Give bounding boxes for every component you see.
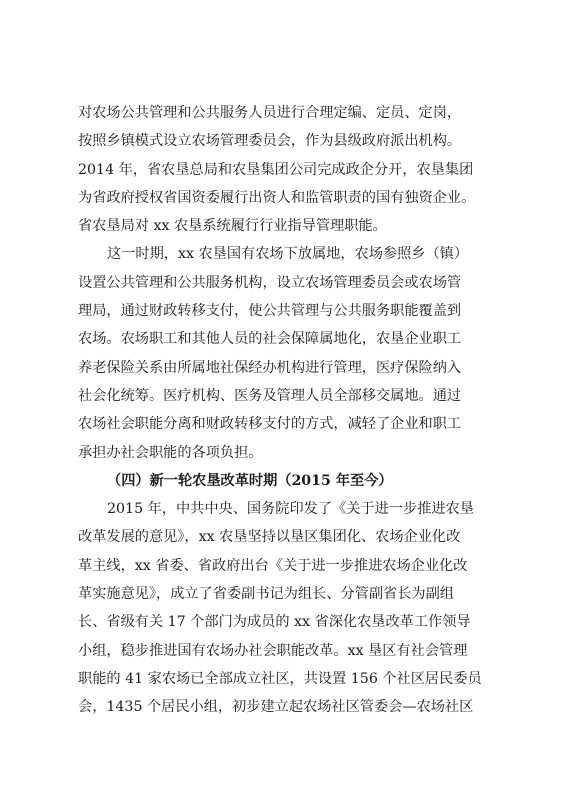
text-line: 小组，稳步推进国有农场办社会职能改革。xx 垦区有社会管理 xyxy=(78,642,468,659)
text-line: 社会化统筹。医疗机构、医务及管理人员全部移交属地。通过 xyxy=(78,387,462,404)
text-line: 革实施意见》，成立了省委副书记为组长、分管副省长为副组 xyxy=(78,586,454,603)
text-line: 农场社会职能分离和财政转移支付的方式，减轻了企业和职工 xyxy=(78,416,462,433)
text-line: 革主线，xx 省委、省政府出台《关于进一步推进农场企业化改 xyxy=(78,557,468,574)
text-line: 改革发展的意见》，xx 农垦坚持以垦区集团化、农场企业化改 xyxy=(78,529,461,546)
text-line: 2015 年，中共中央、国务院印发了《关于进一步推进农垦 xyxy=(107,501,474,518)
text-line: 2014 年，省农垦总局和农垦集团公司完成政企分开，农垦集团 xyxy=(78,161,474,178)
text-line: 理局，通过财政转移支付，使公共管理与公共服务职能覆盖到 xyxy=(78,303,462,320)
text-line: 按照乡镇模式设立农场管理委员会，作为县级政府派出机构。 xyxy=(78,133,462,150)
text-line: 农场。农场职工和其他人员的社会保障属地化，农垦企业职工 xyxy=(78,331,462,348)
text-line: 为省政府授权省国资委履行出资人和监管职责的国有独资企业。 xyxy=(78,189,476,206)
text-line: 承担办社会职能的各项负担。 xyxy=(78,444,263,461)
text-line: 省农垦局对 xx 农垦系统履行行业指导管理职能。 xyxy=(78,218,387,235)
text-line: 设置公共管理和公共服务机构，设立农场管理委员会或农场管 xyxy=(78,274,462,291)
document-body xyxy=(78,99,498,722)
text-line: 这一时期，xx 农垦国有农场下放属地，农场参照乡（镇） xyxy=(107,246,469,263)
section-heading: （四）新一轮农垦改革时期（2015 年至今） xyxy=(107,472,393,489)
text-line: 对农场公共管理和公共服务人员进行合理定编、定员、定岗， xyxy=(78,105,462,121)
text-line: 养老保险关系由所属地社保经办机构进行管理，医疗保险纳入 xyxy=(78,359,462,376)
text-line: 会，1435 个居民小组，初步建立起农场社区管委会—农场社区 xyxy=(78,699,474,716)
text-line: 职能的 41 家农场已全部成立社区，共设置 156 个社区居民委员 xyxy=(78,670,482,687)
text-line: 长、省级有关 17 个部门为成员的 xx 省深化农垦改革工作领导 xyxy=(78,614,471,631)
